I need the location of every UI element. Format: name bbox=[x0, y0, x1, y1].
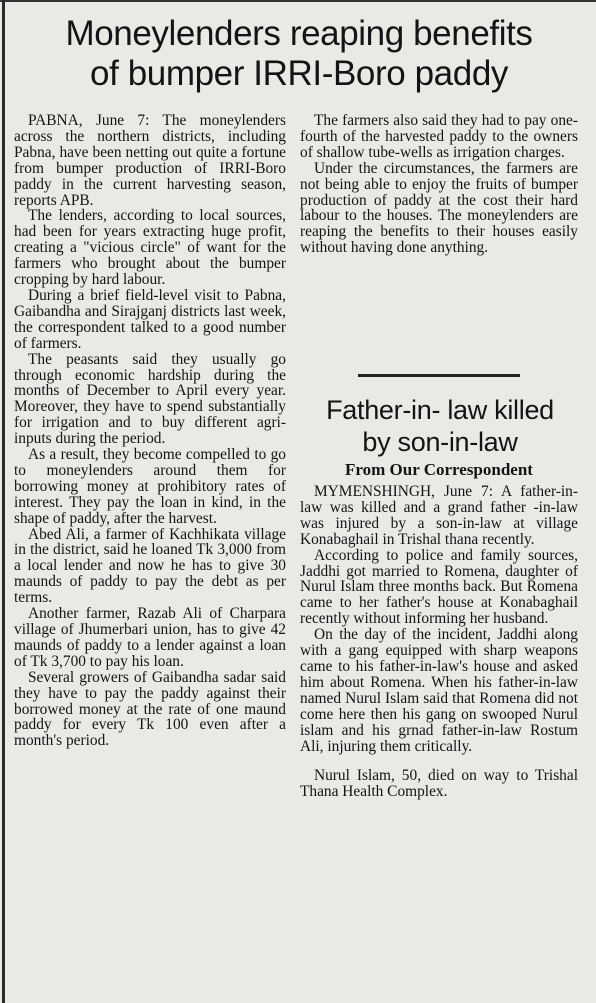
story-separator-rule bbox=[358, 374, 520, 377]
story-paragraph: Abed Ali, a farmer of Kachhikata village in the district, said he loaned Tk 3,000 from a local lender and now he has to give 30 maunds of paddy to pay the debt as per terms. bbox=[14, 525, 286, 607]
story-paragraph: Several growers of Gaibandha sadar said they have to pay the paddy against their borrowed money at the rate of one maund paddy for every Tk 100 even after a month's period. bbox=[14, 668, 286, 750]
story-paragraph: Under the circumstances, the farmers are not being able to enjoy the fruits of bumper production of paddy at the cost their hard labour to the houses. The moneylenders are reaping the benefits to their houses easily without having done anything. bbox=[300, 159, 578, 257]
story-paragraph: According to police and family sources, Jaddhi got married to Romena, daughter of Nurul Islam three months back. But Romena came to her father's house at Konabaghail recently without informing her husband. bbox=[300, 546, 578, 628]
main-story-right-column bbox=[300, 113, 578, 256]
story-paragraph: PABNA, June 7: The moneylenders across the northern districts, including Pabna, have been netting out quite a fortune from bumper production of IRRI-Boro paddy in the current harvesting season, reports APB. bbox=[14, 112, 286, 209]
story-paragraph: The lenders, according to local sources, had been for years extracting huge profit, creating a "vicious circle" of want for the farmers who brought about the bumper cropping by hard labour. bbox=[14, 207, 286, 289]
story-paragraph: The peasants said they usually go through economic hardship during the months of December to April every year. Moreover, they have to spend substantially for irrigation and to buy different agri-inputs during the period. bbox=[14, 350, 286, 448]
paragraph-gap bbox=[300, 754, 578, 768]
main-headline bbox=[14, 14, 584, 94]
story-paragraph: On the day of the incident, Jaddhi along with a gang equipped with sharp weapons came to his father-in-law's house and asked him about Romena. When his father-in-law named Nurul Islam said that Romena did not come here then his gang on swooped Nurul islam and his grnad father-in-law Rostum Ali, injuring them critically. bbox=[300, 626, 578, 755]
left-border-rule bbox=[2, 0, 5, 1003]
main-story-left-column bbox=[14, 113, 286, 749]
second-story-column bbox=[300, 484, 578, 800]
story-paragraph: Another farmer, Razab Ali of Charpara village of Jhumerbari union, has to give 42 maunds of paddy to a lender against a loan of Tk 3,700 to pay his loan. bbox=[14, 605, 286, 670]
main-headline-line-1: Moneylenders reaping benefits bbox=[65, 14, 533, 53]
main-headline-line-2: of bumper IRRI-Boro paddy bbox=[90, 54, 508, 93]
story-paragraph: During a brief field-level visit to Pabna, Gaibandha and Sirajganj districts last week, the correspondent talked to a good number of farmers. bbox=[14, 286, 286, 352]
story-paragraph: MYMENSHINGH, June 7: A father-in-law was killed and a grand father -in-law was injured by a son-in-law at village Konabaghail in Trishal thana recently. bbox=[300, 483, 578, 548]
story-paragraph: The farmers also said they had to pay one-fourth of the harvested paddy to the owners of shallow tube-wells as irrigation charges. bbox=[300, 112, 578, 161]
top-border-rule bbox=[0, 0, 596, 2]
second-headline-line-2: by son-in-law bbox=[362, 427, 518, 457]
second-headline bbox=[300, 394, 580, 458]
byline: From Our Correspondent bbox=[345, 460, 533, 479]
story-paragraph: Nurul Islam, 50, died on way to Trishal Thana Health Complex. bbox=[300, 767, 578, 801]
story-paragraph: As a result, they become compelled to go to moneylenders around them for borrowing money at prohibitory rates of interest. They pay the loan in kind, in the shape of paddy, after the harvest. bbox=[14, 446, 286, 527]
second-headline-line-1: Father-in- law killed bbox=[326, 395, 554, 425]
